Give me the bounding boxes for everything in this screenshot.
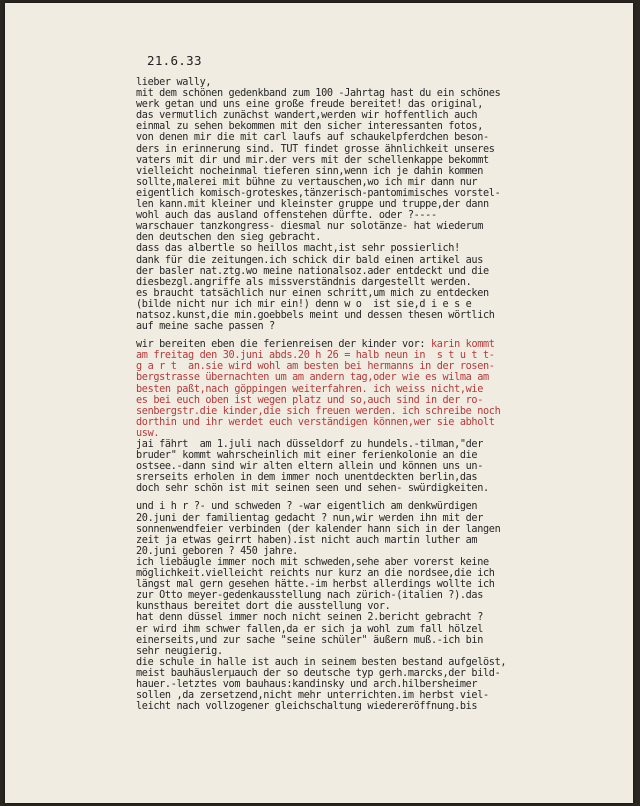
text-line: srerseits erholen in dem immer noch unentdeckten berlin,das [136,472,478,484]
text-line: längst mal gern gesehen hätte.-im herbst allerdings wollte ich [136,579,495,591]
text-line: leicht nach vollzogener gleichschaltung wiedereröffnung.bis [136,701,478,713]
text-line: den deutschen den sieg gebracht. [136,232,322,244]
text-line: auf meine sache passen ? [136,321,275,333]
text-line: ders in erinnerung sind. TUT findet grosse ähnlichkeit unseres [136,143,495,155]
paragraph-tanzkongress [136,221,616,332]
text-line: ostsee.-dann sind wir alten eltern allein und können uns un- [136,461,484,473]
letter-body [136,77,616,712]
text-line: eigentlich komisch-groteskes,tänzerisch-pantomimisches vorstel- [136,187,501,199]
red-typed-line: usw. [136,427,160,439]
text-line: dass das albertle so heillos macht,ist sehr possierlich! [136,243,460,255]
text-line: 20.juni geboren ? 450 jahre. [136,545,298,557]
text-line: kunsthaus bereitet dort die ausstellung vor. [136,601,391,613]
text-line: meist bauhäuslerµauch der so deutsche typ gerh.marcks,der bild- [136,667,501,679]
text-line: diesbezgl.angriffe als missverständnis dargestellt werden. [136,276,472,288]
text-line: einerseits,und zur sache "seine schüler" äußern muß.-ich bin [136,634,484,646]
red-typed-line: am freitag den 30.juni abds.20 h 26 = halb neun in s t u t t- [136,350,495,362]
red-typed-line: bergstrasse übernachten um am andern tag,oder wie es wilma am [136,372,489,384]
text-line: 20.juni der familientag gedacht ? nun,wir werden ihn mit der [136,512,484,524]
text-line: sonnenwendfeier verbinden (der kalender hann sich in der langen [136,523,501,535]
text-line: mit dem schönen gedenkband zum 100 -Jahrtag hast du ein schönes [136,88,501,100]
red-typed-line: g a r t an.sie wird wohl am besten bei hermanns in der rosen- [136,361,495,373]
text-line: zur Otto meyer-gedenkausstellung nach zürich-(italien ?).das [136,590,484,602]
text-line: jai fährt am 1.juli nach düsseldorf zu hundels.-tilman,"der [136,439,484,450]
text-line: dank für die zeitungen.ich schick dir bald einen artikel aus [136,254,484,266]
text-line: die schule in halle ist auch in seinem besten bestand aufgelöst, [136,656,507,668]
text-line: bruder" kommt wahrscheinlich mit einer ferienkolonie an die [136,450,478,462]
text-line: sollte,malerei mit bühne zu vertauschen,wo ich mir dann nur [136,176,478,188]
text-line: warschauer tanzkongress- diesmal nur solotänze- hat wiederum [136,221,484,233]
ferien-intro: wir bereiten eben die ferienreisen der kinder vor: [136,339,431,351]
paragraph-gap [136,494,616,501]
text-line: er wird ihm schwer fallen,da er sich ja wohl zum fall hölzel [136,623,484,635]
text-line: vielleicht nocheinmal tieferen sinn,wenn ich je dahin kommen [136,165,484,177]
text-line: und i h r ?- und schweden ? -war eigentlich am denkwürdigen [136,501,478,513]
red-typed-text: karin kommt [430,339,495,351]
red-typed-line: besten paßt,nach göppingen weiterfahren. ich weiss nicht,wie [136,383,484,395]
text-line: natsoz.kunst,die min.goebbels meint und dessen thesen wörtlich [136,309,495,321]
text-line: wohl auch das ausland offenstehen dürfte. oder ?---- [136,210,437,222]
text-line: das vermutlich zunächst wandert,werden wir hoffentlich auch [136,110,478,122]
text-line: zeit ja etwas geirrt haben).ist nicht auch martin luther am [136,534,478,546]
text-line: lieber wally, [136,77,212,88]
text-line: es braucht tatsächlich nur einen schritt,um mich zu entdecken [136,287,489,299]
text-line: hauer.-letztes vom bauhaus:kandinsky und arch.hilbersheimer [136,678,478,690]
paragraph-schweden [136,501,616,712]
paragraph-ferien [136,339,616,494]
red-typed-line: es bei euch oben ist wegen platz und so,auch sind in der ro- [136,394,484,406]
text-line: len kann.mit kleiner und kleinster gruppe und truppe,der dann [136,199,489,211]
text-line: werk getan und uns eine große freude bereitet! das original, [136,99,484,111]
text-line: der basler nat.ztg.wo meine nationalsoz.ader entdeckt und die [136,265,489,277]
red-typed-line: dorthin und ihr werdet euch verständigen können,wer sie abholt [136,416,495,428]
paragraph-gap [136,332,616,339]
text-line: (bilde nicht nur ich mir ein!) denn w o ist sie,d i e s e [136,298,472,310]
letter-page [5,3,633,803]
text-line: doch sehr schön ist mit seinen seen und sehen- swürdigkeiten. [136,483,489,495]
text-line: einmal zu sehen bekommen mit den sicher interessanten fotos, [136,121,484,133]
text-line: vaters mit dir und mir.der vers mit der schellenkappe bekommt [136,154,489,166]
red-typed-line: senbergstr.die kinder,die sich freuen werden. ich schreibe noch [136,405,501,417]
text-line: möglichkeit.vielleicht reichts nur kurz an die nordsee,die ich [136,568,495,580]
text-line: von denen mir die mit carl laufs auf schaukelpferdchen beson- [136,132,489,144]
text-line: ich liebäugle immer noch mit schweden,sehe aber vorerst keine [136,556,489,568]
text-line: sollen ,da zersetzend,nicht mehr unterrichten.im herbst viel- [136,690,489,702]
paragraph-greeting [136,77,616,221]
text-line [136,339,616,350]
letter-date: 21.6.33 [147,53,202,68]
text-line: hat denn düssel immer noch nicht seinen 2.bericht gebracht ? [136,612,484,624]
text-line: sehr neugierig. [136,645,223,657]
